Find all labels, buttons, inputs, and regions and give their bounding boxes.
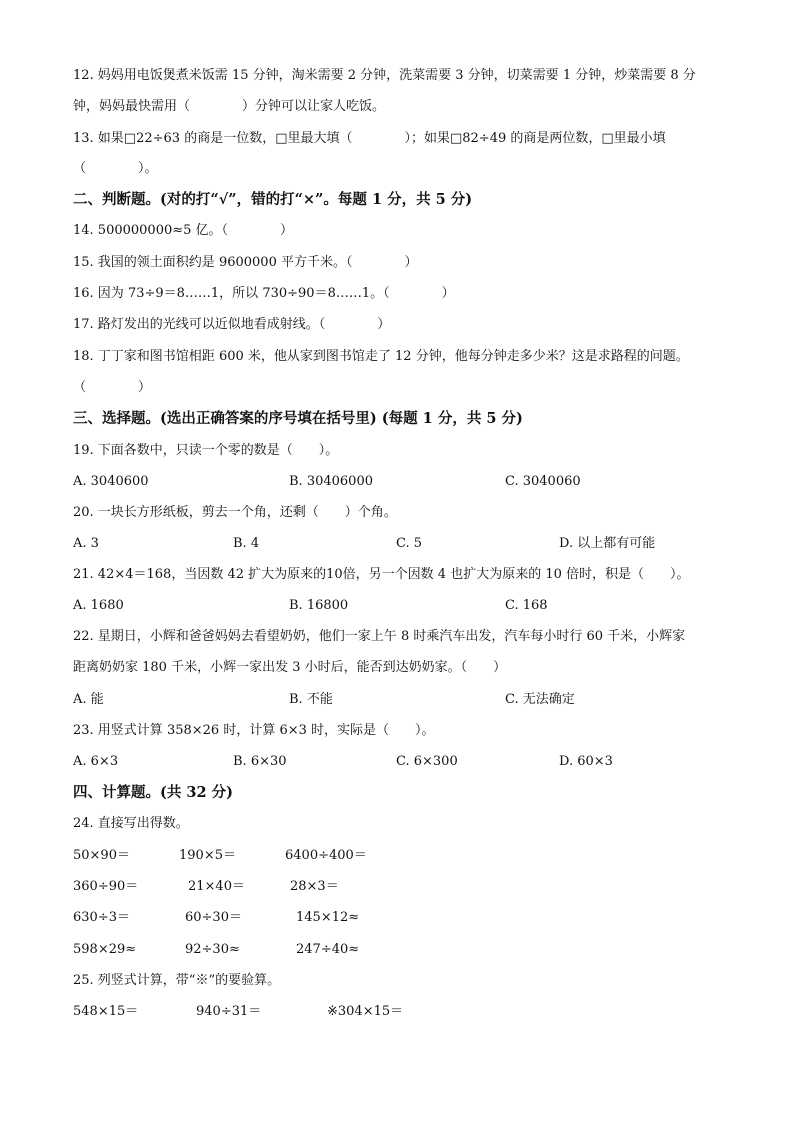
- question-16: 16. 因为 73÷9＝8……1，所以 730÷90＝8……1。（ ）: [73, 286, 455, 301]
- option-20-c: C. 5: [396, 536, 423, 551]
- option-23-d: D. 60×3: [559, 754, 613, 769]
- question-25: 25. 列竖式计算，带“※”的要验算。: [73, 973, 281, 988]
- question-12-line-2: 钟，妈妈最快需用（ ）分钟可以让家人吃饭。: [73, 99, 386, 114]
- question-23: 23. 用竖式计算 358×26 时，计算 6×3 时，实际是（ ）。: [73, 723, 435, 738]
- question-12-line-1: 12. 妈妈用电饭煲煮米饭需 15 分钟，淘米需要 2 分钟，洗菜需要 3 分钟，切菜需要 1 分钟，炒菜需要 8 分: [73, 68, 696, 83]
- option-22-a: A. 能: [73, 692, 104, 707]
- question-18-line-1: 18. 丁丁家和图书馆相距 600 米，他从家到图书馆走了 12 分钟，他每分钟走多少米？这是求路程的问题。: [73, 349, 689, 364]
- calc-item: 21×40＝: [188, 879, 245, 894]
- calc-item: 145×12≈: [296, 910, 360, 925]
- option-19-a: A. 3040600: [73, 474, 149, 489]
- calc-item: 548×15＝: [73, 1004, 139, 1019]
- calc-item: 60÷30＝: [185, 910, 242, 925]
- calc-item: 598×29≈: [73, 942, 137, 957]
- question-15: 15. 我国的领土面积约是 9600000 平方千米。（ ）: [73, 255, 418, 270]
- option-22-c: C. 无法确定: [505, 692, 575, 707]
- option-23-c: C. 6×300: [396, 754, 458, 769]
- question-14: 14. 500000000≈5 亿。（ ）: [73, 223, 294, 238]
- section-judge-title: 二、判断题。(对的打“√”，错的打“×”。每题 1 分，共 5 分): [73, 191, 473, 208]
- option-21-c: C. 168: [505, 598, 548, 613]
- section-calc-title: 四、计算题。(共 32 分): [73, 784, 233, 801]
- calc-item: 6400÷400＝: [285, 848, 367, 863]
- option-21-a: A. 1680: [73, 598, 124, 613]
- question-13-line-2: （ ）。: [73, 161, 158, 176]
- calc-item: 630÷3＝: [73, 910, 130, 925]
- option-19-b: B. 30406000: [289, 474, 373, 489]
- question-18-line-2: （ ）: [73, 380, 152, 395]
- question-21: 21. 42×4＝168，当因数 42 扩大为原来的10倍，另一个因数 4 也扩大为原来的 10 倍时，积是（ ）。: [73, 567, 690, 582]
- question-22-line-2: 距离奶奶家 180 千米，小辉一家出发 3 小时后，能否到达奶奶家。（ ）: [73, 660, 507, 675]
- calc-item: 190×5＝: [179, 848, 236, 863]
- question-20: 20. 一块长方形纸板，剪去一个角，还剩（ ）个角。: [73, 505, 397, 520]
- calc-item: 50×90＝: [73, 848, 130, 863]
- option-22-b: B. 不能: [289, 692, 333, 707]
- question-17: 17. 路灯发出的光线可以近似地看成射线。（ ）: [73, 317, 391, 332]
- question-22-line-1b: 22. 星期日，小辉和爸爸妈妈去看望奶奶，他们一家上午 8 时乘汽车出发，汽车每小时行 60 千米，小辉家: [73, 629, 686, 644]
- option-20-b: B. 4: [233, 536, 260, 551]
- option-19-c: C. 3040060: [505, 474, 581, 489]
- calc-item: ※304×15＝: [327, 1004, 404, 1019]
- calc-item: 940÷31＝: [196, 1004, 262, 1019]
- option-20-d: D. 以上都有可能: [559, 536, 656, 551]
- section-choice-title: 三、选择题。(选出正确答案的序号填在括号里) (每题 1 分，共 5 分): [73, 410, 523, 427]
- calc-item: 247÷40≈: [296, 942, 360, 957]
- option-20-a: A. 3: [73, 536, 99, 551]
- question-13-line-1: 13. 如果□22÷63 的商是一位数，□里最大填（ ）；如果□82÷49 的商是两位数，□里最小填: [73, 131, 666, 146]
- option-23-b: B. 6×30: [233, 754, 287, 769]
- option-23-a: A. 6×3: [73, 754, 119, 769]
- calc-item: 92÷30≈: [185, 942, 240, 957]
- question-19: 19. 下面各数中，只读一个零的数是（ ）。: [73, 443, 339, 458]
- question-24: 24. 直接写出得数。: [73, 816, 189, 831]
- calc-item: 360÷90＝: [73, 879, 139, 894]
- option-21-b: B. 16800: [289, 598, 349, 613]
- calc-item: 28×3＝: [290, 879, 339, 894]
